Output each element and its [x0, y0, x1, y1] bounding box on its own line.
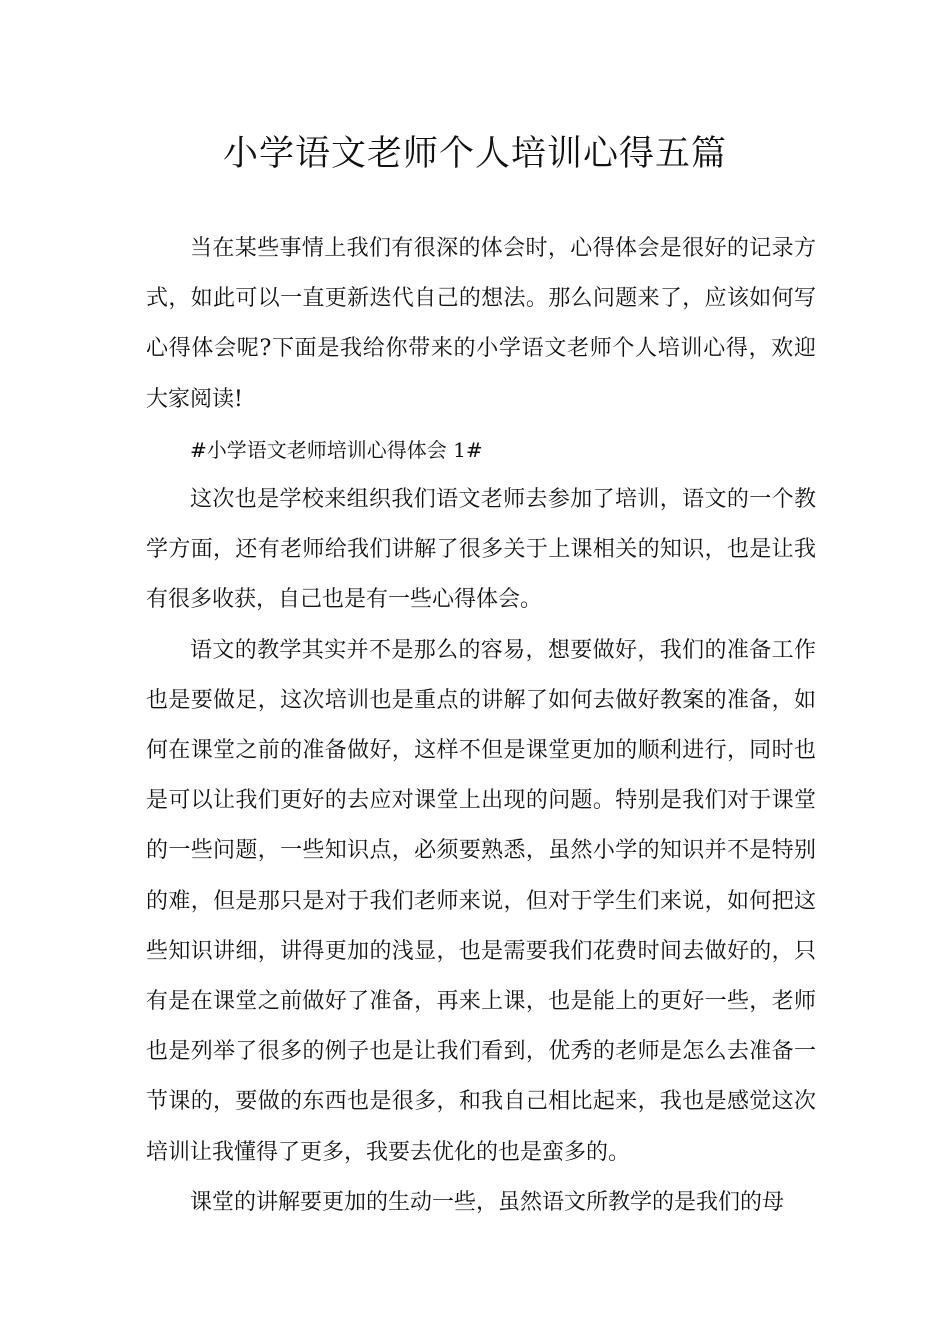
document-body: [146, 224, 816, 1228]
body-paragraph-2: 语文的教学其实并不是那么的容易，想要做好，我们的准备工作也是要做足，这次培训也是重点的讲解了如何去做好教案的准备，如何在课堂之前的准备做好，这样不但是课堂更加的顺利进行，同时也是可以让我们更好的去应对课堂上出现的问题。特别是我们对于课堂的一些问题，一些知识点，必须要熟悉，虽然小学的知识并不是特别的难，但是那只是对于我们老师来说，但对于学生们来说，如何把这些知识讲细，讲得更加的浅显，也是需要我们花费时间去做好的，只有是在课堂之前做好了准备，再来上课，也是能上的更好一些，老师也是列举了很多的例子也是让我们看到，优秀的老师是怎么去准备一节课的，要做的东西也是很多，和我自己相比起来，我也是感觉这次培训让我懂得了更多，我要去优化的也是蛮多的。: [146, 637, 816, 1165]
body-paragraph-3: 课堂的讲解要更加的生动一些，虽然语文所教学的是我们的母: [190, 1189, 785, 1215]
document-title: 小学语文老师个人培训心得五篇: [222, 134, 727, 174]
section-heading: #小学语文老师培训心得体会 1#: [190, 437, 483, 462]
intro-paragraph: 当在某些事情上我们有很深的体会时，心得体会是很好的记录方式，如此可以一直更新迭代自己的想法。那么问题来了，应该如何写心得体会呢?下面是我给你带来的小学语文老师个人培训心得，欢迎大家阅读!: [146, 236, 816, 412]
body-paragraph-1: 这次也是学校来组织我们语文老师去参加了培训，语文的一个教学方面，还有老师给我们讲解了很多关于上课相关的知识，也是让我有很多收获，自己也是有一些心得体会。: [146, 487, 816, 613]
